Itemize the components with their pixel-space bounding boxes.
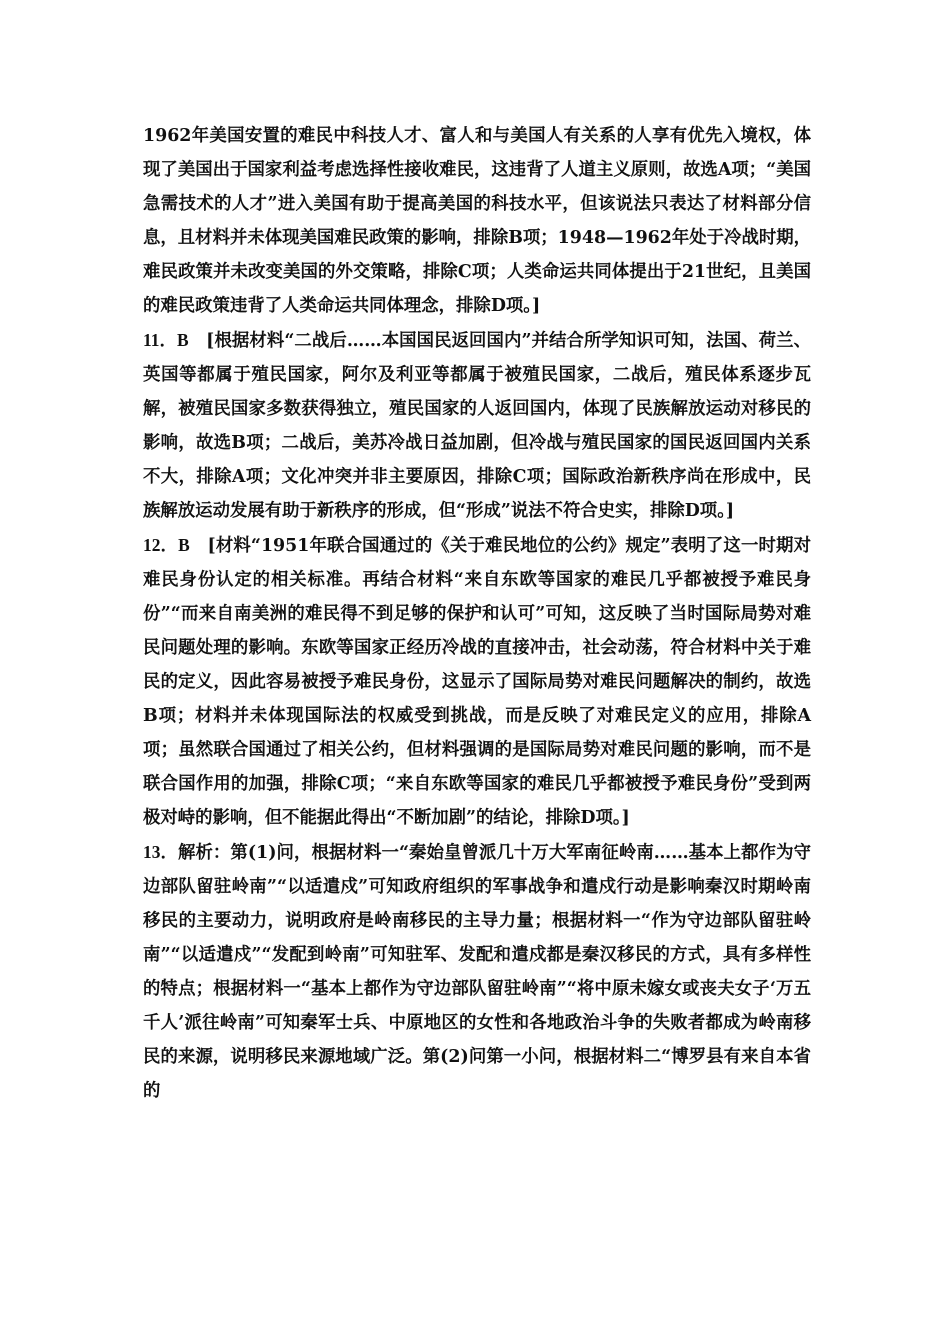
answer-12 (143, 528, 811, 835)
answer-12-number: 12．B (143, 535, 208, 555)
answer-11-text: [根据材料“二战后……本国国民返回国内”并结合所学知识可知，法国、荷兰、英国等都属于殖民国家，阿尔及利亚等都属于被殖民国家，二战后，殖民体系逐步瓦解，被殖民国家多数获得独立，殖民国家的人返回国内，体现了民族解放运动对移民的影响，故选B项；二战后，美苏冷战日益加剧，但冷战与殖民国家的国民返回国内关系不大，排除A项；文化冲突并非主要原因，排除C项；国际政治新秩序尚在形成中，民族解放运动发展有助于新秩序的形成，但“形成”说法不符合史实，排除D项。] (143, 331, 811, 521)
answer-13 (143, 835, 811, 1108)
answer-11 (143, 323, 811, 528)
answer-page (143, 119, 811, 1108)
answer-10-continuation (143, 119, 811, 323)
answer-12-text: [材料“1951年联合国通过的《关于难民地位的公约》规定”表明了这一时期对难民身份认定的相关标准。再结合材料“来自东欧等国家的难民几乎都被授予难民身份”“而来自南美洲的难民得不到足够的保护和认可”可知，这反映了当时国际局势对难民问题处理的影响。东欧等国家正经历冷战的直接冲击，社会动荡，符合材料中关于难民的定义，因此容易被授予难民身份，这显示了国际局势对难民问题解决的制约，故选B项；材料并未体现国际法的权威受到挑战，而是反映了对难民定义的应用，排除A项；虽然联合国通过了相关公约，但材料强调的是国际局势对难民问题的影响，而不是联合国作用的加强，排除C项；“来自东欧等国家的难民几乎都被授予难民身份”受到两极对峙的影响，但不能据此得出“不断加剧”的结论，排除D项。] (143, 536, 812, 828)
answer-13-number: 13． (143, 842, 178, 862)
answer-11-number: 11．B (143, 330, 207, 350)
answer-13-text: 解析：第(1)问，根据材料一“秦始皇曾派几十万大军南征岭南……基本上都作为守边部队留驻岭南”“以适遣戍”可知政府组织的军事战争和遣戍行动是影响秦汉时期岭南移民的主要动力，说明政府是岭南移民的主导力量；根据材料一“作为守边部队留驻岭南”“以适遣戍”“发配到岭南”可知驻军、发配和遣戍都是秦汉移民的方式，具有多样性的特点；根据材料一“基本上都作为守边部队留驻岭南”“将中原未嫁女或丧夫女子‘万五千人’派往岭南”可知秦军士兵、中原地区的女性和各地政治斗争的失败者都成为岭南移民的来源，说明移民来源地域广泛。第(2)问第一小问，根据材料二“博罗县有来自本省的 (143, 843, 811, 1101)
answer-10-text: 1962年美国安置的难民中科技人才、富人和与美国人有关系的人享有优先入境权，体现了美国出于国家利益考虑选择性接收难民，这违背了人道主义原则，故选A项；“美国急需技术的人才”进入美国有助于提高美国的科技水平，但该说法只表达了材料部分信息，且材料并未体现美国难民政策的影响，排除B项；1948—1962年处于冷战时期，难民政策并未改变美国的外交策略，排除C项；人类命运共同体提出于21世纪，且美国的难民政策违背了人类命运共同体理念，排除D项。] (143, 126, 812, 316)
